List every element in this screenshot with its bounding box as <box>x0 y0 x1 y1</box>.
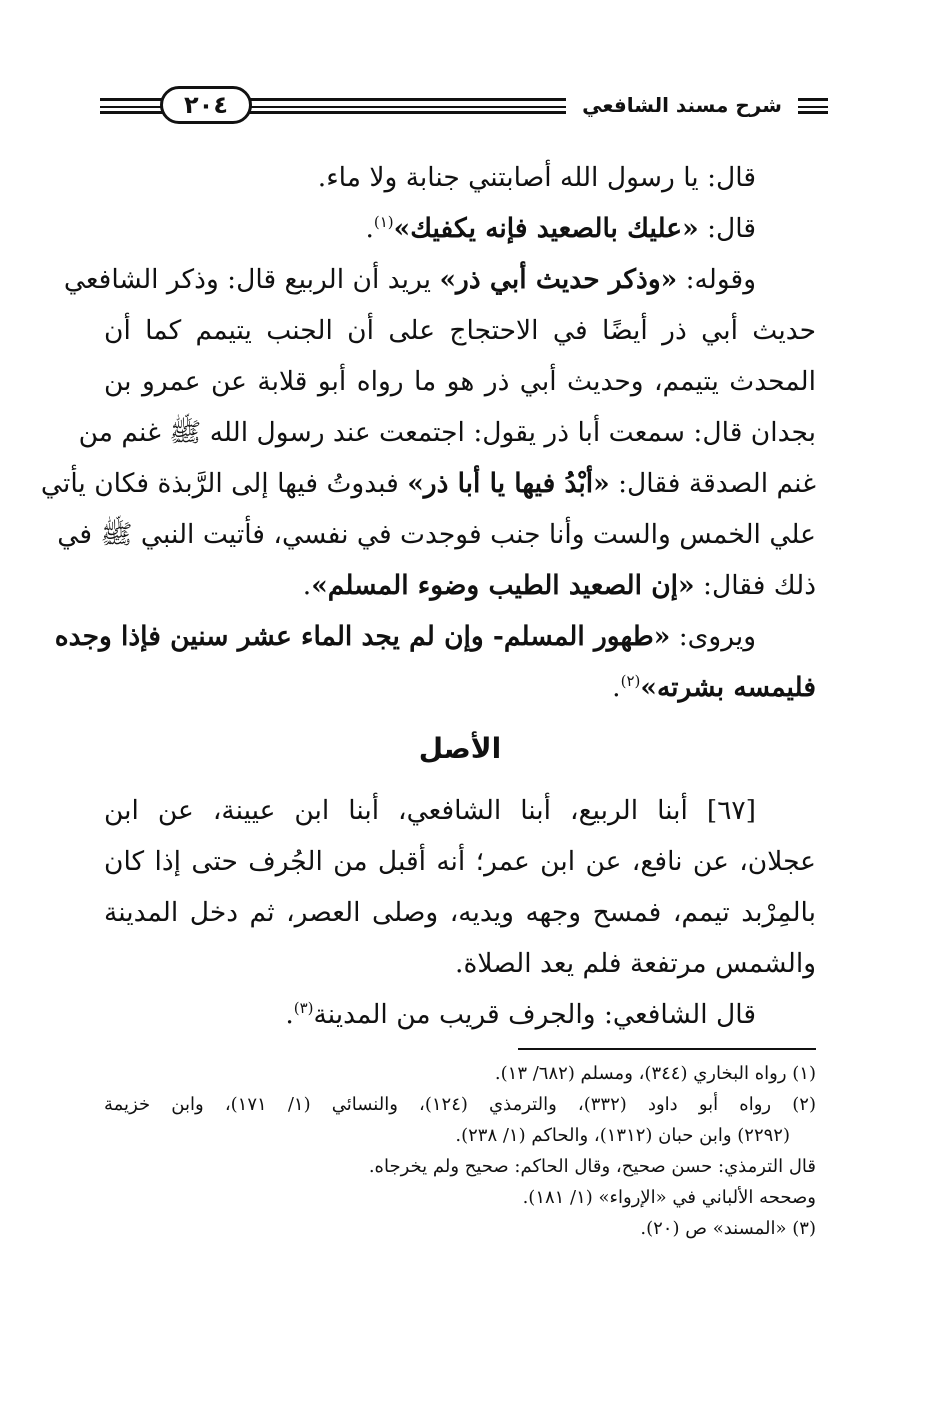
text-run: بجدان قال: سمعت أبا ذر يقول: اجتمعت عند رسول الله ﷺ غنم من <box>78 417 816 448</box>
text-line <box>40 458 816 509</box>
footnote-ref: (٢) <box>620 672 641 691</box>
text-run: . <box>365 213 374 244</box>
page-number: ٢٠٤ <box>160 86 252 124</box>
text-run: قال الشافعي: والجرف قريب من المدينة <box>313 999 756 1030</box>
hadith-quote: «أبْدُ فيها يا أبا ذر» <box>407 468 610 499</box>
footnote-ref: (١) <box>373 213 394 232</box>
text-run: [٦٧] أبنا الربيع، أبنا الشافعي، أبنا ابن عيينة، عن ابن <box>104 795 756 826</box>
text-run: حديث أبي ذر أيضًا في الاحتجاج على أن الجنب يتيمم كما أن <box>104 315 816 346</box>
text-run: . <box>612 672 621 703</box>
footnote: (٣) «المسند» ص (٢٠). <box>640 1218 816 1239</box>
running-title: شرح مسند الشافعي <box>566 88 798 122</box>
footnote-continuation: قال الترمذي: حسن صحيح، وقال الحاكم: صحيح ولم يخرجاه. <box>368 1156 816 1177</box>
text-line <box>104 560 816 611</box>
hadith-quote: «عليك بالصعيد فإنه يكفيك» <box>393 213 699 244</box>
text-run: فبدوتُ فيها إلى الرَّبذة فكان يأتي <box>40 468 408 499</box>
text-line <box>54 611 816 662</box>
footnote-continuation: (٢٢٩٢) وابن حبان (١٣١٢)، والحاكم (١/ ٢٣٨). <box>455 1125 790 1146</box>
text-run: والشمس مرتفعة فلم يعد الصلاة. <box>455 948 816 979</box>
main-text <box>40 152 816 1040</box>
text-run: قال: يا رسول الله أصابتني جنابة ولا ماء. <box>317 162 756 193</box>
text-run: علي الخمس والست وأنا جنب فوجدت في نفسي، فأتيت النبي ﷺ في <box>57 519 816 550</box>
hadith-quote: «وذكر حديث أبي ذر» <box>439 264 678 295</box>
text-line <box>104 989 816 1040</box>
footnote: (١) رواه البخاري (٣٤٤)، ومسلم (٦٨٢/ ١٣). <box>494 1063 816 1084</box>
text-line <box>104 305 816 356</box>
footnote-continuation: وصححه الألباني في «الإرواء» (١/ ١٨١). <box>522 1187 816 1208</box>
section-heading: الأصل <box>418 732 502 765</box>
text-line <box>104 887 816 938</box>
text-line <box>104 203 816 254</box>
text-run: وقوله: <box>677 264 756 295</box>
text-run: قال: <box>698 213 756 244</box>
footnote: (٢) رواه أبو داود (٣٣٢)، والترمذي (١٢٤)، والنسائي (١/ ١٧١)، وابن خزيمة <box>104 1094 816 1115</box>
text-line <box>57 509 816 560</box>
text-run: يريد أن الربيع قال: وذكر الشافعي <box>63 264 440 295</box>
text-run: ويروى: <box>670 621 756 652</box>
text-line <box>104 152 816 203</box>
text-run: غنم الصدقة فقال: <box>609 468 816 499</box>
hadith-quote: «طهور المسلم- وإن لم يجد الماء عشر سنين فإذا وجده <box>54 621 671 652</box>
hadith-quote: «إن الصعيد الطيب وضوء المسلم» <box>311 570 695 601</box>
text-line <box>104 356 816 407</box>
page-header <box>100 82 828 130</box>
text-run: المحدث يتيمم، وحديث أبي ذر هو ما رواه أبو قلابة عن عمرو بن <box>104 366 816 397</box>
text-run: . <box>285 999 294 1030</box>
text-line <box>104 938 816 989</box>
text-line <box>78 407 816 458</box>
text-line <box>63 254 816 305</box>
text-run: عجلان، عن نافع، عن ابن عمر؛ أنه أقبل من الجُرف حتى إذا كان <box>104 846 816 877</box>
text-line <box>104 836 816 887</box>
text-line <box>104 662 816 713</box>
text-line <box>104 785 816 836</box>
text-run: . <box>302 570 312 601</box>
footnotes <box>104 1058 816 1244</box>
hadith-quote: فليمسه بشرته» <box>640 672 816 703</box>
footnote-separator <box>518 1048 816 1050</box>
footnote-ref: (٣) <box>293 999 314 1018</box>
text-run: ذلك فقال: <box>694 570 816 601</box>
text-run: بالمِرْبد تيمم، فمسح وجهه ويديه، وصلى العصر، ثم دخل المدينة <box>104 897 816 928</box>
